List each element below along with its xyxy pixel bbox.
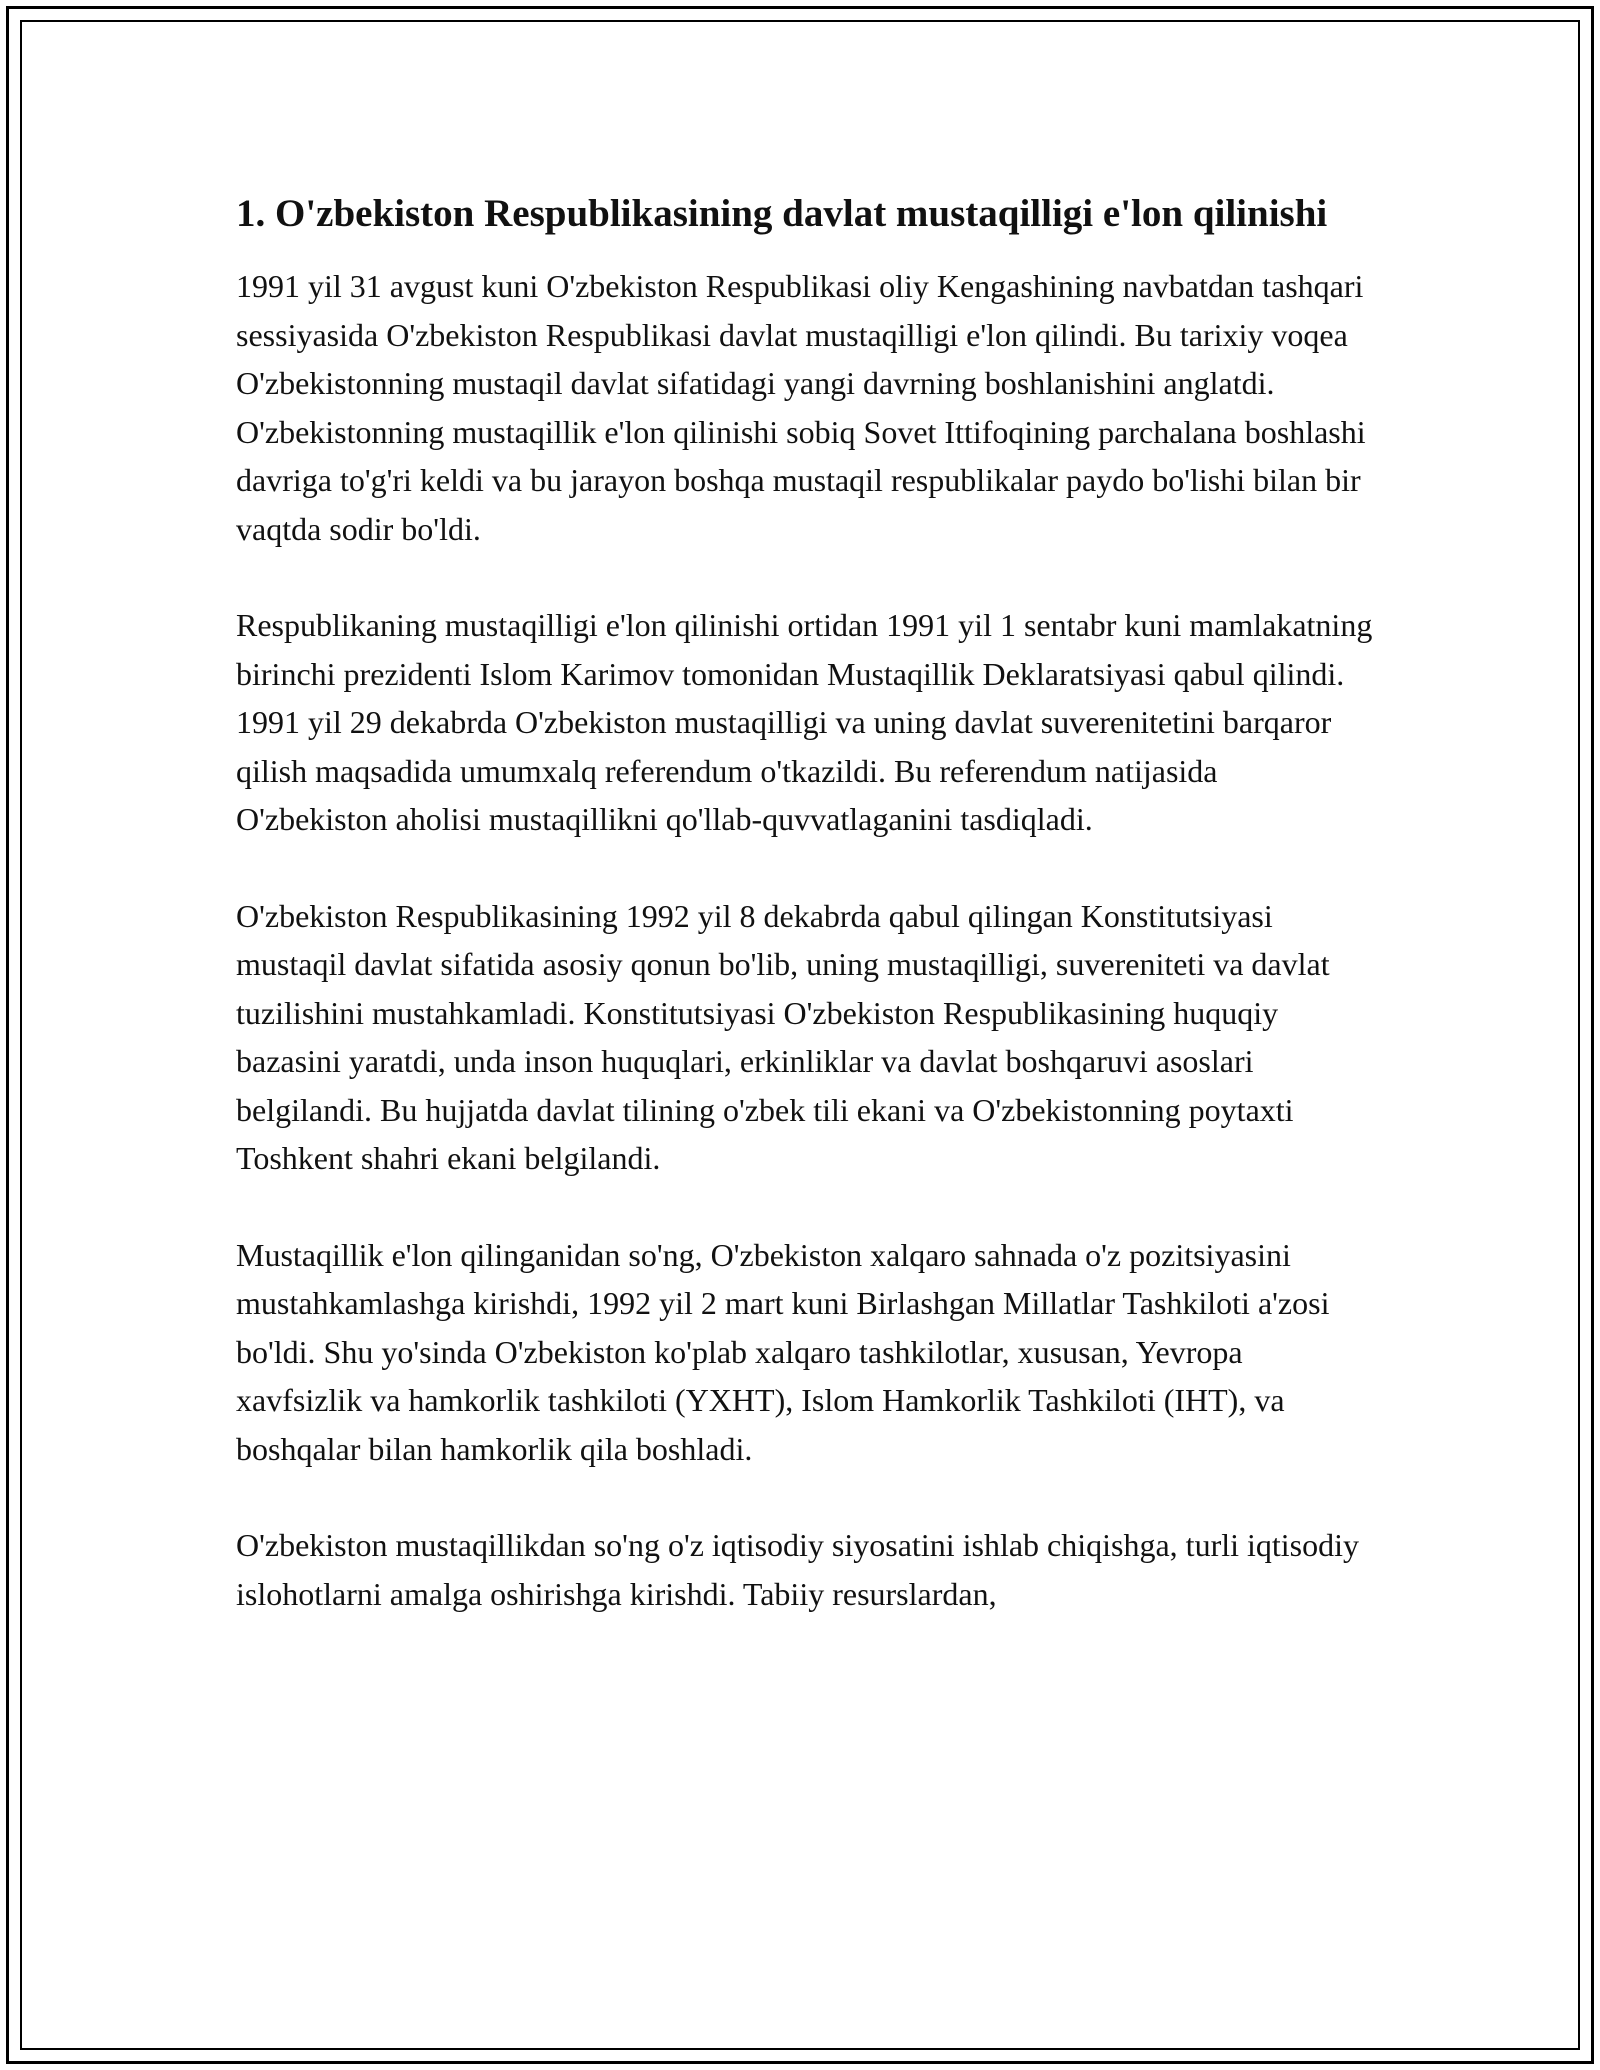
document-title: 1. O'zbekiston Respublikasining davlat mustaqilligi e'lon qilinishi [236, 192, 1328, 235]
document-body [236, 186, 1376, 1666]
paragraph-4: Mustaqillik e'lon qilinganidan so'ng, O'zbekiston xalqaro sahnada o'z pozitsiyasini mustahkamlashga kirishdi, 1992 yil 2 mart kuni Birlashgan Millatlar Tashkiloti a'zosi bo'ldi. Shu yo'sinda O'zbekiston ko'plab xalqaro tashkilotlar, xususan, Yevropa xavfsizlik va hamkorlik tashkiloti (YXHT), Islom Hamkorlik Tashkiloti (IHT), va boshqalar bilan hamkorlik qila boshladi. [236, 1236, 1330, 1467]
paragraph-1: 1991 yil 31 avgust kuni O'zbekiston Respublikasi oliy Kengashining navbatdan tashqari sessiyasida O'zbekiston Respublikasi davlat mustaqilligi e'lon qilindi. Bu tarixiy voqea O'zbekistonning mustaqil davlat sifatidagi yangi davrning boshlanishini anglatdi. O'zbekistonning mustaqillik e'lon qilinishi sobiq Sovet Ittifoqining parchalana boshlashi davriga to'g'ri keldi va bu jarayon boshqa mustaqil respublikalar paydo bo'lishi bilan bir vaqtda sodir bo'ldi. [236, 268, 1366, 547]
paragraph-5: O'zbekiston mustaqillikdan so'ng o'z iqtisodiy siyosatini ishlab chiqishga, turli iqtisodiy islohotlarni amalga oshirishga kirishdi. Tabiiy resurslardan, [236, 1527, 1360, 1612]
paragraph-2: Respublikaning mustaqilligi e'lon qilinishi ortidan 1991 yil 1 sentabr kuni mamlakatning birinchi prezidenti Islom Karimov tomonidan Mustaqillik Deklaratsiyasi qabul qilindi. 1991 yil 29 dekabrda O'zbekiston mustaqilligi va uning davlat suverenitetini barqaror qilish maqsadida umumxalq referendum o'tkazildi. Bu referendum natijasida O'zbekiston aholisi mustaqillikni qo'llab-quvvatlaganini tasdiqladi. [236, 607, 1373, 837]
paragraph-3: O'zbekiston Respublikasining 1992 yil 8 dekabrda qabul qilingan Konstitutsiyasi mustaqil davlat sifatida asosiy qonun bo'lib, uning mustaqilligi, suvereniteti va davlat tuzilishini mustahkamladi. Konstitutsiyasi O'zbekiston Respublikasining huquqiy bazasini yaratdi, unda inson huquqlari, erkinliklar va davlat boshqaruvi asoslari belgilandi. Bu hujjatda davlat tilining o'zbek tili ekani va O'zbekistonning poytaxti Toshkent shahri ekani belgilandi. [236, 897, 1330, 1176]
